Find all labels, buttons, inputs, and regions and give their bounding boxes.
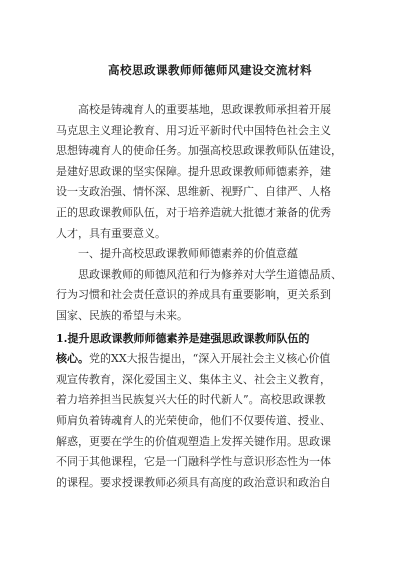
paragraph-line: 思想铸魂育人的使命任务。加强高校思政课教师队伍建设， [56, 144, 342, 158]
paragraph-line: 思政课教师的师德风范和行为修养对大学生道德品质、 [78, 267, 342, 281]
paragraph-line: 高校是铸魂育人的重要基地，思政课教师承担着开展 [78, 103, 331, 116]
paragraph-text: 党的XX大报告提出，“深入开展社会主义核心价值 [89, 352, 331, 366]
paragraph-line: 不同于其他课程，它是一门融科学性与意识形态性为一体 [56, 455, 331, 469]
paragraph-line: 是建好思政课的坚实保障。提升思政课教师师德素养，建 [56, 164, 331, 178]
subsection-heading: 1.提升思政课教师师德素养是建强思政课教师队伍的 [56, 331, 310, 345]
subsection-heading-end: 核心。 [56, 352, 89, 366]
paragraph-line: 国家、民族的希望与未来。 [56, 308, 188, 322]
paragraph-line: 师肩负着铸魂育人的光荣使命，他们不仅要传道、授业、 [56, 413, 331, 427]
paragraph-line: 正的思政课教师队伍，对于培养造就大批德才兼备的优秀 [56, 205, 331, 219]
paragraph-line: 观宣传教育，深化爱国主义、集体主义、社会主义教育， [56, 372, 331, 386]
paragraph-line: 着力培养担当民族复兴大任的时代新人”。高校思政课教 [56, 393, 326, 407]
paragraph-line: 马克思主义理论教育、用习近平新时代中国特色社会主义 [56, 123, 331, 137]
document-title: 高校思政课教师师德师风建设交流材料 [108, 63, 312, 77]
paragraph-line: 设一支政治强、情怀深、思维新、视野广、自律严、人格 [56, 185, 331, 199]
paragraph-line: 行为习惯和社会责任意识的养成具有重要影响，更关系到 [56, 288, 331, 302]
paragraph-line: 的课程。要求授课教师必须具有高度的政治意识和政治自 [56, 475, 331, 489]
paragraph-line: 解惑，更要在学生的价值观塑造上发挥关键作用。思政课 [56, 434, 331, 448]
paragraph-line [56, 349, 364, 370]
paragraph-line: 人才，具有重要意义。 [56, 226, 166, 240]
section-heading: 一、提升高校思政课教师师德素养的价值意蕴 [78, 247, 298, 261]
